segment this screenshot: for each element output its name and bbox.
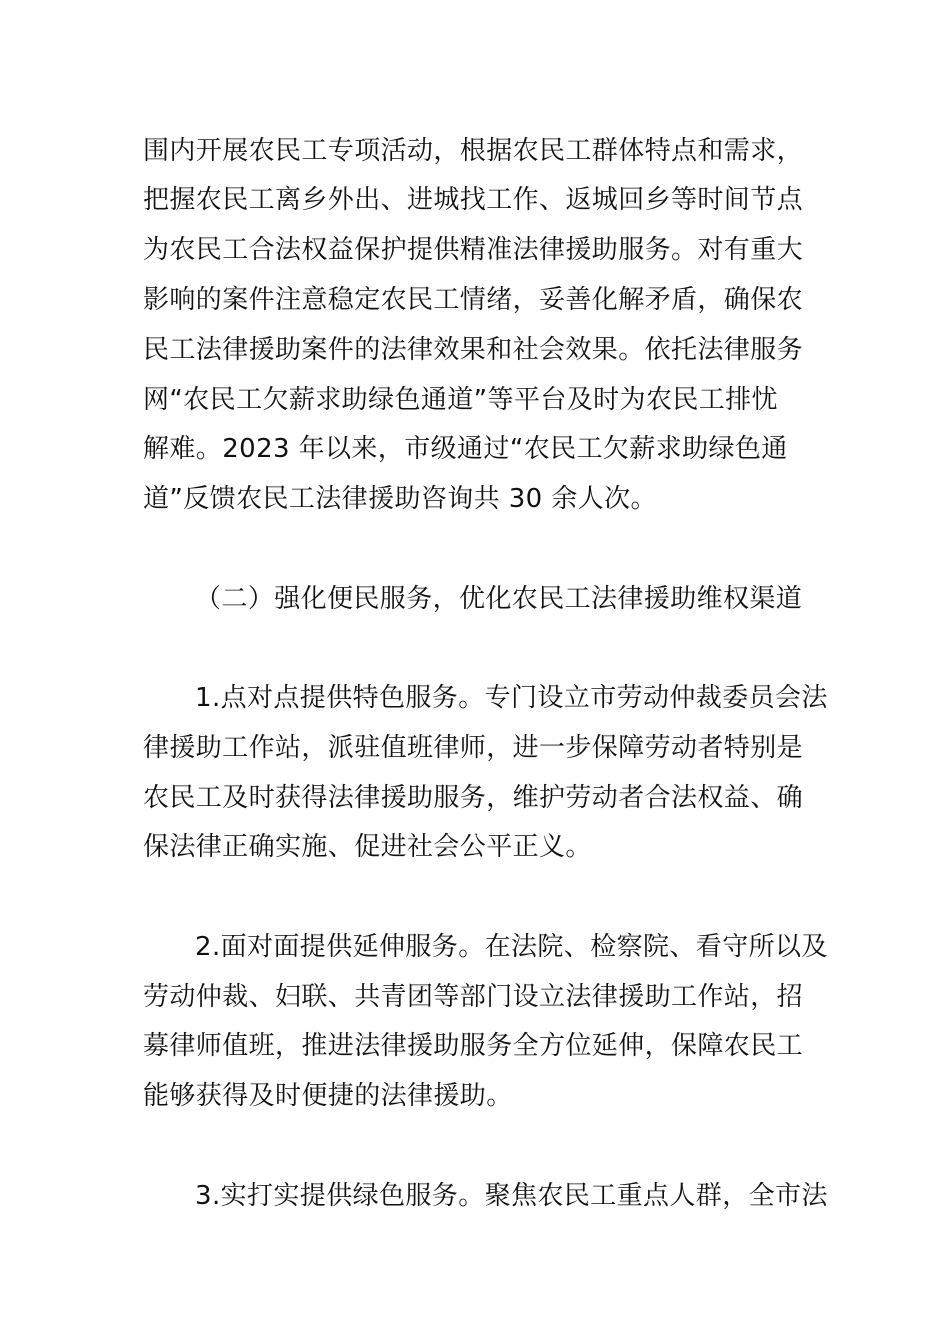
item-2-line: 募律师值班，推进法律援助服务全方位延伸，保障农民工 bbox=[143, 1031, 804, 1061]
item-1-line: 保法律正确实施、促进社会公平正义。 bbox=[143, 832, 592, 862]
item-1-line: 农民工及时获得法律援助服务，维护劳动者合法权益、确 bbox=[143, 783, 804, 813]
item-2-line: 2.面对面提供延伸服务。在法院、检察院、看守所以及 bbox=[195, 932, 828, 962]
item-2-line: 能够获得及时便捷的法律援助。 bbox=[143, 1081, 513, 1111]
paragraph-line: 民工法律援助案件的法律效果和社会效果。依托法律服务 bbox=[143, 335, 804, 365]
item-3-line: 3.实打实提供绿色服务。聚焦农民工重点人群，全市法 bbox=[195, 1181, 828, 1211]
paragraph-line: 解难。2023 年以来，市级通过“农民工欠薪求助绿色通 bbox=[143, 434, 788, 464]
paragraph-line: 影响的案件注意稳定农民工情绪，妥善化解矛盾，确保农 bbox=[143, 285, 804, 315]
item-2-line: 劳动仲裁、妇联、共青团等部门设立法律援助工作站，招 bbox=[143, 982, 804, 1012]
paragraph-line: 把握农民工离乡外出、进城找工作、返城回乡等时间节点 bbox=[143, 185, 804, 215]
paragraph-line: 道”反馈农民工法律援助咨询共 30 余人次。 bbox=[143, 484, 657, 514]
item-1-line: 律援助工作站，派驻值班律师，进一步保障劳动者特别是 bbox=[143, 733, 804, 763]
section-heading: （二）强化便民服务，优化农民工法律援助维权渠道 bbox=[195, 584, 803, 614]
paragraph-line: 围内开展农民工专项活动，根据农民工群体特点和需求， bbox=[143, 136, 804, 166]
paragraph-line: 网“农民工欠薪求助绿色通道”等平台及时为农民工排忧 bbox=[143, 385, 778, 415]
paragraph-line: 为农民工合法权益保护提供精准法律援助服务。对有重大 bbox=[143, 235, 804, 265]
item-1-line: 1.点对点提供特色服务。专门设立市劳动仲裁委员会法 bbox=[195, 683, 828, 713]
